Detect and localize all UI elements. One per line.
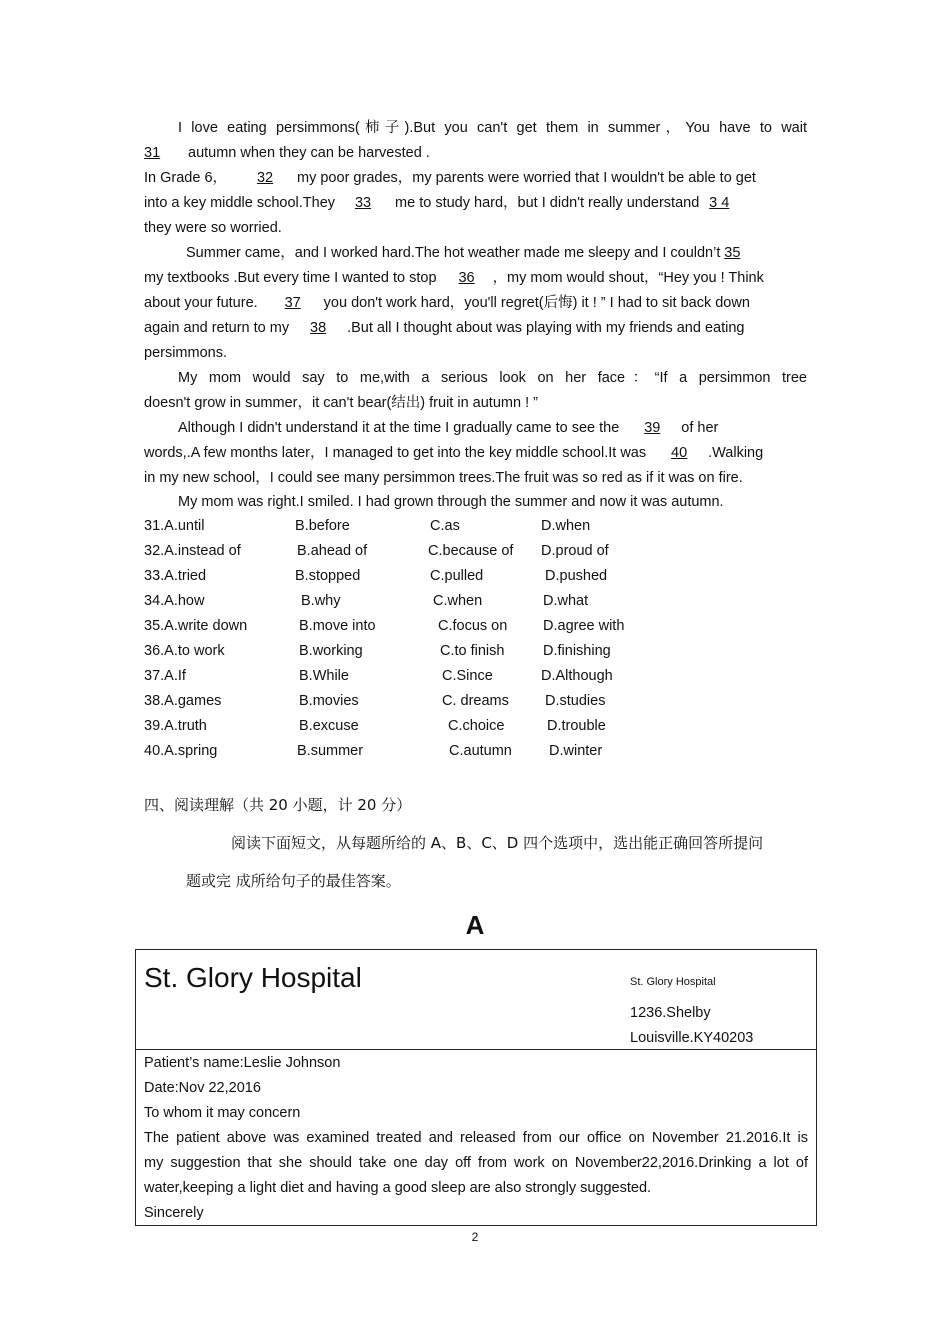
passage-text: they were so worried. [144,220,282,236]
passage-text: about your future. [144,295,258,311]
option-b: B.movies [299,693,359,709]
passage-line [144,191,807,216]
blank-37: 37 [284,295,301,311]
passage-line [178,366,807,391]
option-c: C.autumn [449,743,512,759]
blank-34: 3 4 [709,195,730,211]
option-a: 37.A.If [144,668,186,684]
passage-line [144,466,807,491]
passage-text: my textbooks .But every time I wanted to stop [144,270,437,286]
passage-line [144,291,807,316]
passage-text: My mom would say to me,with a serious look on her face：“If a persimmon tree [178,370,807,386]
passage-text: autumn when they can be harvested . [188,145,430,161]
passage-text: me to study hard，but I didn't really understand [391,195,700,211]
passage-text: my poor grades，my parents were worried that I wouldn't be able to get [297,170,756,186]
section-heading: 四、阅读理解（共 20 小题，计 20 分） [144,796,412,814]
option-a: 40.A.spring [144,743,218,759]
option-b: B.While [299,668,349,684]
blank-31: 31 [144,145,161,161]
address-street: 1236.Shelby [630,1005,711,1021]
passage-text: .Walking [708,445,764,461]
option-d: D.trouble [547,718,606,734]
option-a: 34.A.how [144,593,205,609]
blank-33: 33 [354,195,372,211]
option-c: C.pulled [430,568,484,584]
option-b: B.summer [297,743,364,759]
option-b: B.excuse [299,718,359,734]
passage-text: Summer came，and I worked hard.The hot weather made me sleepy and I couldn’t [186,245,721,261]
instruction-line: 阅读下面短文，从每题所给的 A、B、C、D 四个选项中，选出能正确回答所提问 [231,834,764,852]
passage-line [144,341,807,366]
instruction-line: 题或完 成所给句子的最佳答案。 [186,872,401,890]
address-name: St. Glory Hospital [630,976,716,988]
passage-line [144,316,807,341]
passage-text: persimmons. [144,345,227,361]
passage-text: My mom was right.I smiled. I had grown through the summer and now it was autumn. [178,494,724,510]
page-number: 2 [471,1230,479,1244]
passage-text: in my new school，I could see many persimmon trees.The fruit was so red as if it was on fire. [144,470,743,486]
option-b: B.move into [299,618,376,634]
passage-text: .But all I thought about was playing with my friends and eating [347,320,745,336]
blank-32: 32 [256,170,274,186]
blank-36: 36 [458,270,475,286]
option-b: B.stopped [295,568,361,584]
hospital-note [135,949,817,1226]
option-c: C.focus on [438,618,508,634]
option-d: D.winter [549,743,603,759]
option-c: C.because of [428,543,514,559]
passage-text: doesn't grow in summer，it can't bear(结出) fruit in autumn ! ” [144,395,538,411]
passage-text: you don't work hard，you'll regret(后悔) it ! ” I had to sit back down [323,295,750,311]
option-d: D.when [541,518,591,534]
option-b: B.why [301,593,341,609]
option-d: D.what [543,593,589,609]
passage-line [144,141,807,166]
passage-line [144,216,807,241]
passage-line [178,490,807,515]
patient-name: Patient’s name:Leslie Johnson [144,1055,341,1071]
passage-line [144,166,807,191]
note-body-line: The patient above was examined treated and released from our office on November 21.2016.It is [144,1130,808,1146]
passage-line [178,416,807,441]
passage-text: into a key middle school.They [144,195,336,211]
passage-label: A [465,910,485,940]
option-d: D.studies [545,693,606,709]
blank-35: 35 [724,245,741,261]
option-c: C.when [433,593,483,609]
note-body-line: water,keeping a light diet and having a good sleep are also strongly suggested. [144,1180,652,1196]
note-body-line: my suggestion that she should take one day off from work on November22,2016.Drinking a lot of [144,1155,808,1171]
option-c: C. dreams [442,693,509,709]
passage-text: I love eating persimmons(柿子).But you can't get them in summer，You have to wait [178,120,807,136]
note-closing: Sincerely [144,1205,204,1221]
blank-38: 38 [310,320,327,336]
passage-text: again and return to my [144,320,290,336]
hospital-name: St. Glory Hospital [144,962,362,993]
passage-line [178,116,807,141]
option-a: 38.A.games [144,693,222,709]
option-a: 32.A.instead of [144,543,241,559]
option-d: D.pushed [545,568,608,584]
option-c: C.as [430,518,460,534]
option-a: 36.A.to work [144,643,225,659]
option-a: 35.A.write down [144,618,248,634]
note-date: Date:Nov 22,2016 [144,1080,261,1096]
option-a: 39.A.truth [144,718,207,734]
passage-line [144,391,807,416]
passage-text: words,.A few months later，I managed to get into the key middle school.It was [144,445,647,461]
option-c: C.choice [448,718,505,734]
passage-text: of her [681,420,719,436]
option-c: C.to finish [440,643,505,659]
option-d: D.Although [541,668,613,684]
option-b: B.working [299,643,363,659]
passage-line [144,441,807,466]
divider [136,1049,816,1050]
option-d: D.agree with [543,618,625,634]
passage-text: ，my mom would shout，“Hey you ! Think [492,270,764,286]
option-b: B.before [295,518,350,534]
passage-line [186,241,807,266]
blank-40: 40 [671,445,688,461]
passage-text: In Grade 6， [144,170,228,186]
option-d: D.proud of [541,543,609,559]
address-city: Louisville.KY40203 [630,1030,754,1046]
option-b: B.ahead of [297,543,368,559]
option-c: C.Since [442,668,493,684]
option-a: 31.A.until [144,518,205,534]
blank-39: 39 [644,420,661,436]
passage-text: Although I didn't understand it at the time I gradually came to see the [178,420,620,436]
note-greeting: To whom it may concern [144,1105,301,1121]
option-d: D.finishing [543,643,611,659]
option-a: 33.A.tried [144,568,207,584]
passage-line [144,266,807,291]
